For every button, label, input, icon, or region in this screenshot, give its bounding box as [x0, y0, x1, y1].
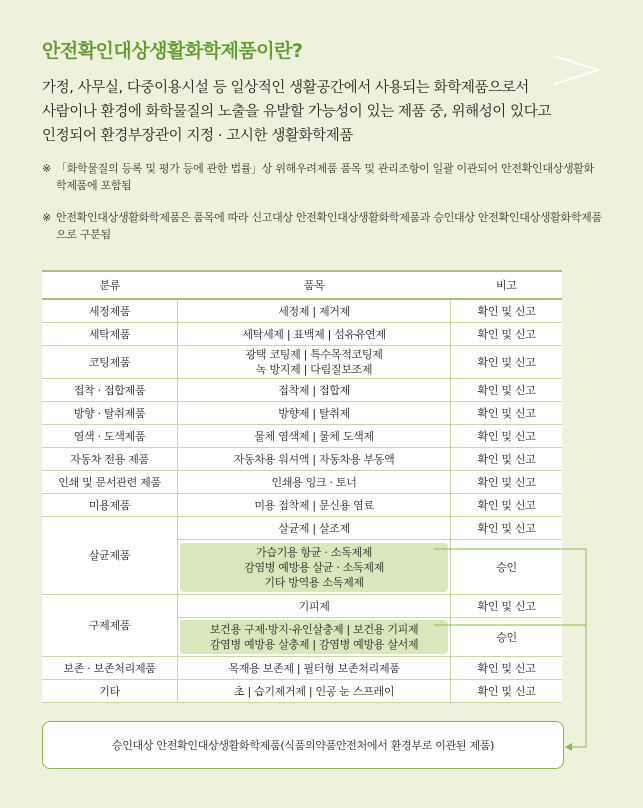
approval-summary-box: 승인대상 안전확인대상생활화학제품(식품의약품안전처에서 환경부로 이관된 제품) [42, 721, 564, 769]
header-note: 비고 [451, 271, 562, 299]
item-cell: 미용 접착제 | 문신용 염료 [178, 494, 451, 517]
note-cell: 승인 [451, 618, 562, 657]
item-line: 보건용 구제·방지·유인살충제 | 보건용 기피제 [209, 623, 419, 636]
category-cell: 인쇄 및 문서관련 제품 [42, 471, 178, 494]
note-cell: 확인 및 신고 [451, 346, 562, 379]
intro-line: 인정되어 환경부장관이 지정 · 고시한 생활화학제품 [42, 128, 354, 144]
item-line: 녹 방지제 | 다림질보조제 [255, 363, 373, 376]
note-cell: 승인 [451, 540, 562, 595]
item-cell: 방향제 | 탈취제 [178, 402, 451, 425]
page-title: 안전확인대상생활화학제품이란? [42, 40, 303, 62]
item-cell: 살균제 | 살조제 [178, 517, 451, 540]
item-cell: 목재용 보존제 | 필터형 보존처리제품 [178, 657, 451, 680]
category-cell: 미용제품 [42, 494, 178, 517]
note-cell: 확인 및 신고 [451, 425, 562, 448]
category-cell: 방향 · 탈취제품 [42, 402, 178, 425]
note-cell: 확인 및 신고 [451, 402, 562, 425]
item-cell: 인쇄용 잉크 · 토너 [178, 471, 451, 494]
intro-line: 가정, 사무실, 다중이용시설 등 일상적인 생활공간에서 사용되는 화학제품으로서 [42, 80, 529, 96]
header-category: 분류 [42, 271, 178, 299]
category-cell: 살균제품 [42, 517, 178, 595]
category-cell: 세정제품 [42, 299, 178, 323]
header-item: 품목 [178, 271, 451, 299]
item-line: 광택 코팅제 | 특수목적코팅제 [245, 348, 383, 361]
note-text: 「화학물질의 등록 및 평가 등에 관한 법률」상 위해우려제품 품목 및 관리조항이 일괄 이관되어 안전확인대상생활화학제품에 포함됨 [56, 162, 594, 192]
item-cell: 세탁세제 | 표백제 | 섬유유연제 [178, 323, 451, 346]
item-cell: 세정제 | 제거제 [178, 299, 451, 323]
note-cell: 확인 및 신고 [451, 657, 562, 680]
note-cell: 확인 및 신고 [451, 448, 562, 471]
category-cell: 접착 · 접합제품 [42, 379, 178, 402]
note-cell: 확인 및 신고 [451, 595, 562, 618]
intro-line: 사람이나 환경에 화학물질의 노출을 유발할 가능성이 있는 제품 중, 위해성이 있다고 [42, 104, 551, 120]
note-mark: ※ [42, 162, 51, 175]
note-cell: 확인 및 신고 [451, 379, 562, 402]
item-cell: 접착제 | 접합제 [178, 379, 451, 402]
note-text: 안전확인대상생활화학제품은 품목에 따라 신고대상 안전확인대상생활화학제품과 승인대상 안전확인대상생활화학제품으로 구분됨 [56, 211, 602, 241]
category-cell: 기타 [42, 680, 178, 703]
category-cell: 구제제품 [42, 595, 178, 657]
item-cell: 기피제 [178, 595, 451, 618]
item-cell: 자동차용 워셔액 | 자동차용 부동액 [178, 448, 451, 471]
note-cell: 확인 및 신고 [451, 299, 562, 323]
item-cell: 물체 염색제 | 물체 도색제 [178, 425, 451, 448]
note-cell: 확인 및 신고 [451, 680, 562, 703]
item-line: 감염병 예방용 살균 · 소독제제 [244, 560, 385, 574]
item-line: 감염병 예방용 살충제 | 감염병 예방용 살서제 [209, 638, 419, 651]
note-cell: 확인 및 신고 [451, 517, 562, 540]
category-cell: 보존 · 보존처리제품 [42, 657, 178, 680]
item-line: 기타 방역용 소독제제 [264, 575, 364, 589]
note-mark: ※ [42, 211, 51, 224]
category-cell: 염색 · 도색제품 [42, 425, 178, 448]
note-cell: 확인 및 신고 [451, 494, 562, 517]
category-cell: 세탁제품 [42, 323, 178, 346]
category-cell: 코팅제품 [42, 346, 178, 379]
item-line: 가습기용 항균 · 소독제제 [256, 545, 373, 559]
note-cell: 확인 및 신고 [451, 471, 562, 494]
item-cell: 초 | 습기제거제 | 인공 눈 스프레이 [178, 680, 451, 703]
note-cell: 확인 및 신고 [451, 323, 562, 346]
category-cell: 자동차 전용 제품 [42, 448, 178, 471]
